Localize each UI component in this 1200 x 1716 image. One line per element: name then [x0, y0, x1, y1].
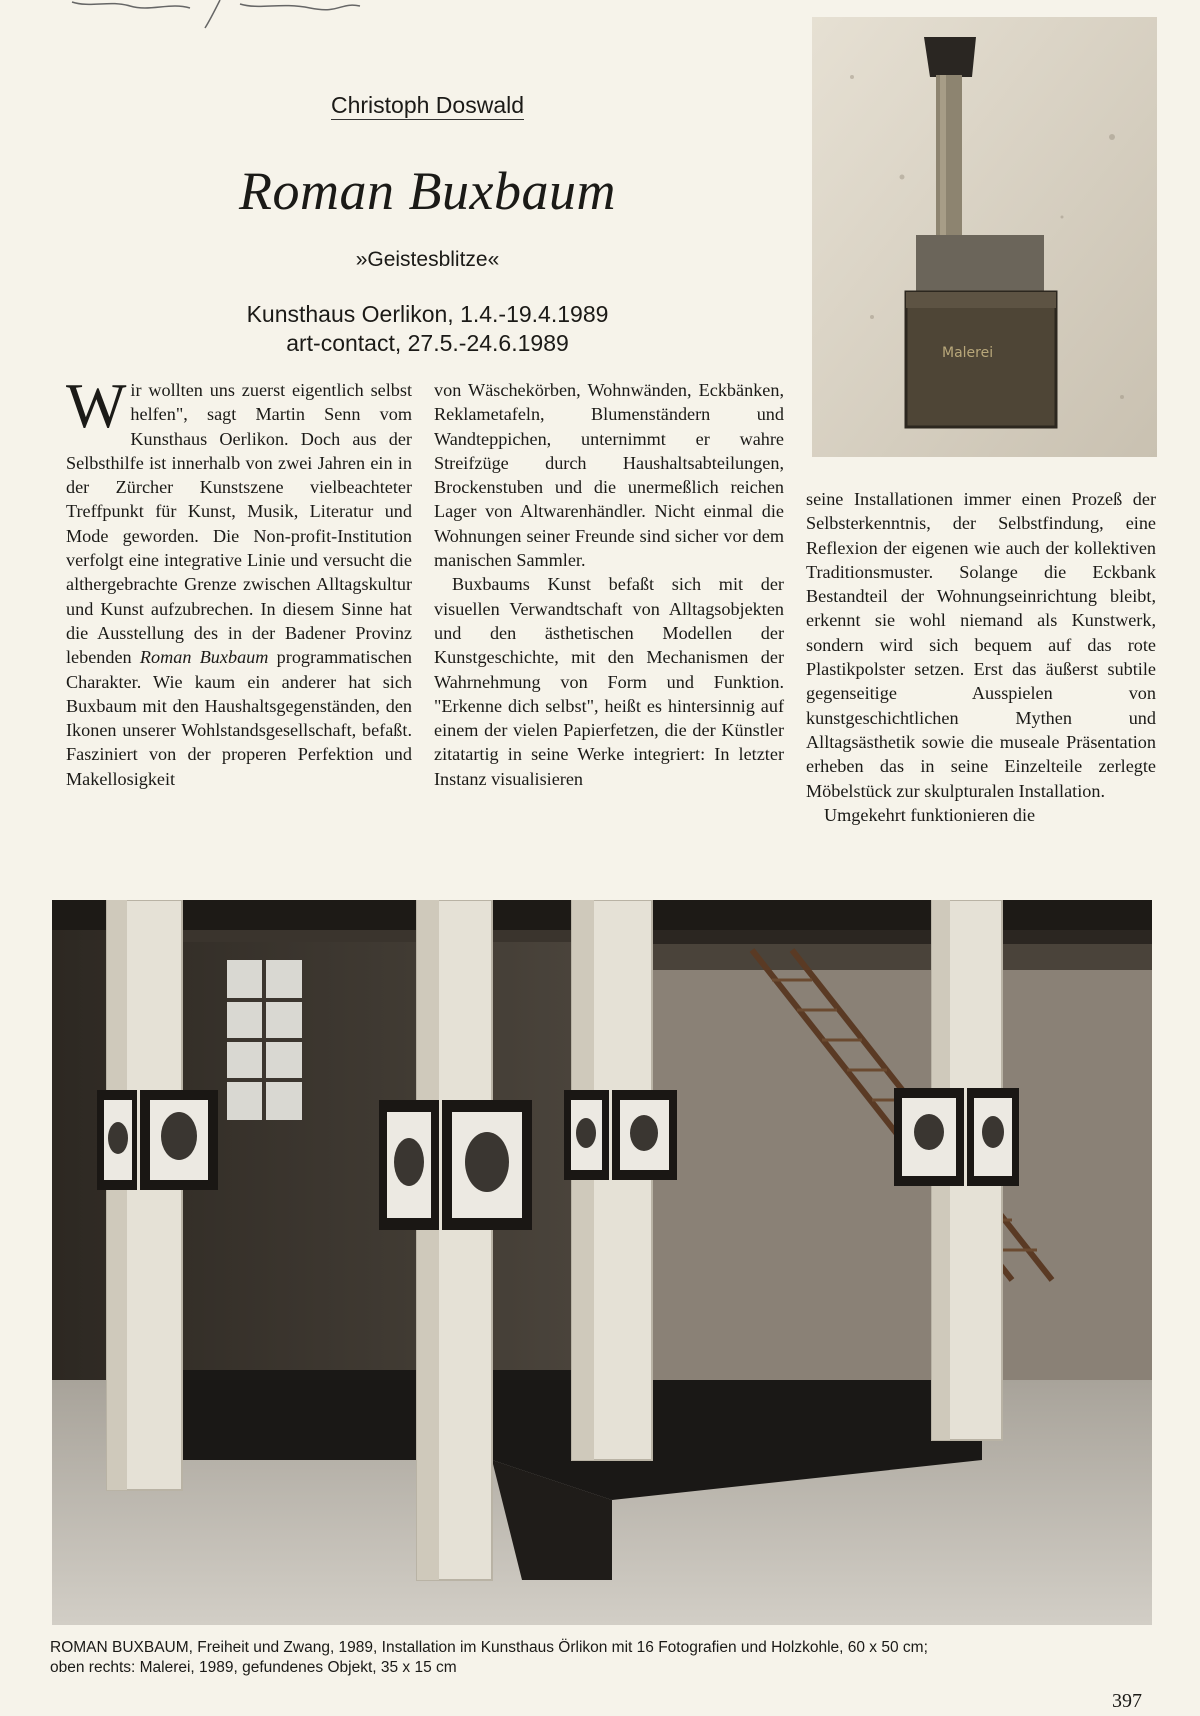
installation-image [52, 900, 1152, 1625]
portrait-cube [564, 1090, 677, 1180]
artist-name-italic: Roman Buxbaum [139, 647, 269, 668]
paragraph-text: ir wollten uns zuerst eigentlich selbst helfen", sagt Martin Senn vom Kunsthaus Oerlikon. Doch aus der Selbsthilfe ist innerhalb von zwei Jahren ein in der Zürcher Kunstszene vielbeachteter Treffpunkt für Kunst, Musik, Literatur und Mode geworden. Die Non-profit-Institution verfolgt eine integrative Linie und versucht die althergebrachte Grenze zwischen Alltagskultur und Kunst aufzubrechen. In diesem Sinne hat die Ausstellung des in der Badener Provinz lebenden [66, 380, 412, 668]
artwork-photo-malerei [812, 17, 1157, 457]
page-number: 397 [1112, 1690, 1142, 1712]
drop-cap: W [66, 370, 127, 441]
paragraph: von Wäschekörben, Wohnwänden, Eckbänken, Reklametafeln, Blumenständern und Wandteppichen, unternimmt er wahre Streifzüge durch Haushaltsabteilungen, Brockenstuben und die unermeßlich reichen Lager von Altwarenhändler. Nicht einmal die Wohnungen seiner Freunde sind sicher vor dem manischen Sammler. [434, 380, 784, 571]
text-column-1 [66, 370, 413, 791]
author-name: Christoph Doswald [330, 92, 525, 118]
handwritten-mark [70, 0, 370, 30]
paragraph: Buxbaums Kunst befaßt sich mit der visuellen Verwandtschaft von Alltagsobjekten und den ästhetischen Modellen der Kunstgeschichte, mit den Mechanismen der Wahrnehmung von Form und Funktion. "Erkenne dich selbst", heißt es hintersinnig auf einem der vielen Papierfetzen, die der Künstler zitatartig in seine Werke integriert: In letzter Instanz visualisieren [434, 574, 784, 789]
venue-line-2: art-contact, 27.5.-24.6.1989 [286, 330, 569, 356]
paragraph-text: programmatischen Charakter. Wie kaum ein anderer hat sich Buxbaum mit den Haushaltsgegenständen, den Ikonen unserer Wohlstandsgesellschaft, befaßt. Fasziniert von der properen Perfektion und Makellosigkeit [66, 647, 413, 789]
article-author [0, 92, 855, 119]
article-subtitle: »Geistesblitze« [355, 248, 500, 271]
installation-photo [52, 900, 1152, 1625]
malerei-label: Malerei [942, 345, 994, 361]
text-column-2 [434, 378, 784, 791]
paragraph [66, 370, 413, 791]
paragraph: seine Installationen immer einen Prozeß der Selbsterkenntnis, der Selbstfindung, eine Reflexion der eigenen wie auch der kollektiven Traditionsmuster. Solange die Eckbank Bestandteil der Wohnungseinrichtung bleibt, erkennt sie wohl niemand als Kunstwerk, sondern wird sich bequem auf das rote Plastikpolster setzen. Erst das äußerst subtile gegenseitige Ausspielen von kunstgeschichtlichen Mythen und Alltagsästhetik sowie die museale Präsentation erheben das in seine Einzelteile zerlegte Möbelstück zur skulpturalen Installation. [806, 489, 1156, 801]
malerei-image [812, 17, 1157, 457]
handwriting-scribble [70, 0, 370, 30]
text-column-3 [806, 487, 1156, 827]
exhibition-venues [0, 300, 855, 358]
caption-line-2: oben rechts: Malerei, 1989, gefundenes Objekt, 35 x 15 cm [50, 1659, 457, 1676]
portrait-cube [379, 1100, 532, 1230]
paragraph: Umgekehrt funktionieren die [824, 804, 1036, 825]
article-title: Roman Buxbaum [239, 161, 616, 221]
portrait-cube [894, 1088, 1019, 1186]
photo-caption [50, 1638, 1160, 1678]
caption-line-1: ROMAN BUXBAUM, Freiheit und Zwang, 1989, Installation im Kunsthaus Örlikon mit 16 Fotografien und Holzkohle, 60 x 50 cm; [50, 1639, 928, 1656]
venue-line-1: Kunsthaus Oerlikon, 1.4.-19.4.1989 [246, 301, 609, 327]
portrait-cube [97, 1090, 218, 1190]
